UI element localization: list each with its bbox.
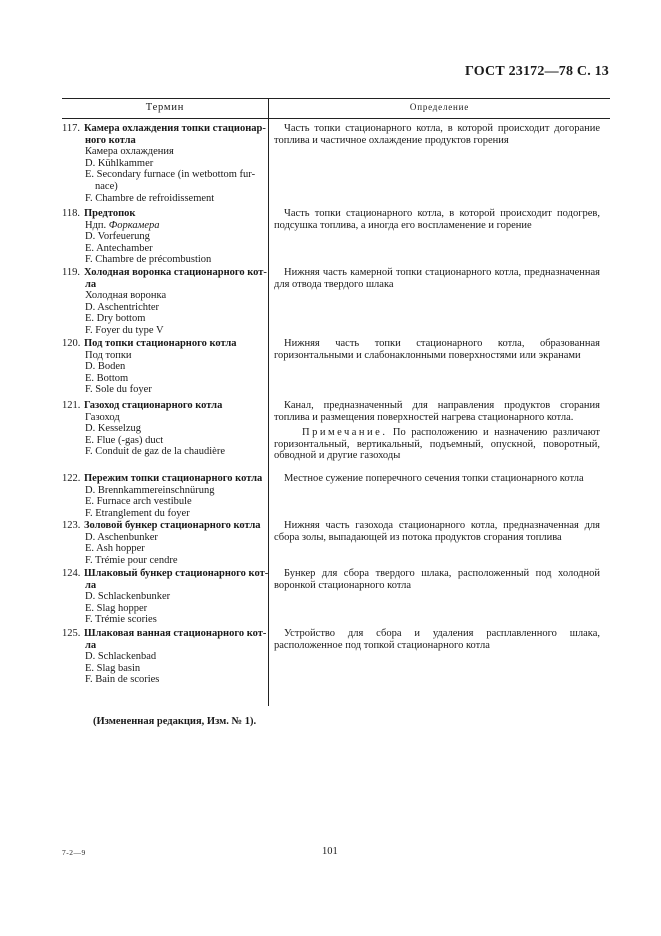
term-foreign: D. Brennkammereinschnürung	[85, 484, 215, 496]
term-foreign: E. Bottom	[85, 372, 129, 384]
term-foreign: F. Trémie pour cendre	[85, 554, 178, 566]
term-title: Пережим топки стационарного котла	[84, 473, 263, 484]
table-column-divider	[268, 98, 269, 706]
term-synonym: Газоход	[85, 411, 120, 423]
term-number: 123.	[62, 520, 81, 531]
term-title: Шлаковый бункер стационарного кот-	[84, 568, 269, 579]
column-header-definition: Определение	[409, 102, 470, 112]
term-cell	[62, 520, 265, 566]
term-title: ла	[85, 278, 97, 290]
term-number: 124.	[62, 568, 81, 579]
definition-cell	[274, 568, 600, 591]
table-header-rule	[62, 118, 610, 119]
definition-text: Местное сужение поперечного сечения топки стационарного котла	[284, 473, 584, 484]
term-foreign: D. Aschenbunker	[85, 531, 158, 543]
term-foreign: E. Ash hopper	[85, 543, 145, 555]
term-foreign: D. Kesselzug	[85, 423, 141, 435]
term-cell	[62, 473, 265, 519]
term-number: 118.	[62, 208, 80, 219]
column-header-term: Термин	[145, 102, 185, 113]
print-code: 7-2—9	[62, 848, 86, 857]
term-foreign: D. Vorfeuerung	[85, 231, 150, 243]
term-cell	[62, 628, 265, 686]
term-foreign: E. Slag basin	[85, 662, 141, 674]
term-number: 125.	[62, 628, 81, 639]
term-cell	[62, 338, 265, 396]
term-title: ла	[85, 639, 97, 651]
definition-text: Часть топки стационарного котла, в которой происходит догорание топлива и частичное охлаждение продуктов горения	[274, 123, 600, 146]
term-foreign: E. Antechamber	[85, 242, 153, 254]
term-foreign: F. Etranglement du foyer	[85, 507, 190, 519]
definition-cell	[274, 520, 600, 543]
term-number: 122.	[62, 473, 81, 484]
term-title: Предтопок	[84, 208, 136, 219]
term-title: Газоход стационарного котла	[84, 400, 223, 411]
deprecated-term: Форкамера	[108, 219, 160, 231]
term-foreign: E. Dry bottom	[85, 313, 146, 325]
term-foreign: D. Schlackenbunker	[85, 591, 171, 603]
definition-cell	[274, 267, 600, 290]
term-synonym: Холодная воронка	[85, 290, 167, 302]
term-foreign: F. Bain de scories	[85, 674, 160, 686]
deprecated-prefix: Ндп.	[85, 219, 109, 231]
term-title: Холодная воронка стационарного кот-	[84, 267, 267, 278]
term-cell	[62, 123, 265, 204]
term-cell	[62, 208, 265, 266]
term-cell	[62, 568, 269, 626]
term-foreign: F. Chambre de refroidissement	[85, 192, 215, 204]
definition-cell	[274, 628, 600, 651]
term-foreign: nace)	[95, 180, 118, 192]
definition-text: Нижняя часть топки стационарного котла, образованная горизонтальными и слабонаклонными поверхностями или экранами	[274, 338, 600, 361]
term-foreign: D. Boden	[85, 361, 126, 373]
term-foreign: F. Foyer du type V	[85, 324, 164, 336]
term-foreign: F. Conduit de gaz de la chaudière	[85, 446, 225, 458]
definition-note	[274, 427, 600, 462]
term-foreign: D. Schlackenbad	[85, 651, 157, 663]
term-number: 117.	[62, 123, 80, 134]
term-title: ла	[85, 579, 97, 591]
term-foreign: F. Sole du foyer	[85, 384, 152, 396]
term-title: Под топки стационарного котла	[84, 338, 237, 349]
definition-text: Бункер для сбора твердого шлака, расположенный под холодной воронкой стационарного котла	[274, 568, 600, 591]
definition-cell	[274, 208, 600, 231]
definition-cell	[274, 338, 600, 361]
term-foreign: E. Secondary furnace (in wetbottom fur-	[85, 169, 256, 181]
term-foreign: F. Chambre de précombustion	[85, 254, 212, 266]
term-title: Камера охлаждения топки стационар-	[84, 123, 266, 134]
note-text: По расположению и назначению различают горизонтальный, вертикальный, подъемный, опускной, поворотный, обводной и другие газоходы	[274, 427, 600, 462]
definition-text: Часть топки стационарного котла, в которой происходит подогрев, подсушка топлива, а иногда его воспламенение и горение	[274, 208, 600, 231]
term-synonym	[62, 220, 265, 232]
definition-text: Канал, предназначенный для направления продуктов сгорания топлива и размещения поверхностей нагрева стационарного котла.	[274, 400, 600, 423]
term-title: Золовой бункер стационарного котла	[84, 520, 261, 531]
term-foreign: F. Trémie scories	[85, 614, 157, 626]
definition-cell	[274, 123, 600, 146]
definition-text: Нижняя часть газохода стационарного котла, предназначенная для сбора золы, выпадающей из потока продуктов сгорания топлива	[274, 520, 600, 543]
amendment-footnote: (Измененная редакция, Изм. № 1).	[93, 716, 257, 727]
term-number: 120.	[62, 338, 81, 349]
term-foreign: E. Furnace arch vestibule	[85, 496, 192, 508]
term-title: ного котла	[85, 134, 136, 146]
term-title: Шлаковая ванная стационарного кот-	[84, 628, 267, 639]
page-number: 101	[322, 846, 338, 857]
term-number: 121.	[62, 400, 81, 411]
term-foreign: D. Aschentrichter	[85, 301, 160, 313]
definition-cell	[274, 400, 600, 462]
note-label: Примечание.	[302, 427, 388, 439]
term-foreign: E. Flue (-gas) duct	[85, 434, 164, 446]
term-synonym: Под топки	[85, 349, 132, 361]
page-header-title: ГОСТ 23172—78 С. 13	[465, 64, 609, 79]
definition-cell	[274, 473, 600, 485]
term-cell	[62, 267, 265, 337]
definition-text: Устройство для сбора и удаления расплавленного шлака, расположенное под топкой стационарного котла	[274, 628, 600, 651]
term-synonym: Камера охлаждения	[85, 146, 174, 158]
term-cell	[62, 400, 265, 458]
definition-text: Нижняя часть камерной топки стационарного котла, предназначенная для отвода твердого шлака	[274, 267, 600, 290]
term-foreign: D. Kühlkammer	[85, 157, 154, 169]
table-top-rule	[62, 98, 610, 99]
term-foreign: E. Slag hopper	[85, 602, 148, 614]
term-number: 119.	[62, 267, 80, 278]
